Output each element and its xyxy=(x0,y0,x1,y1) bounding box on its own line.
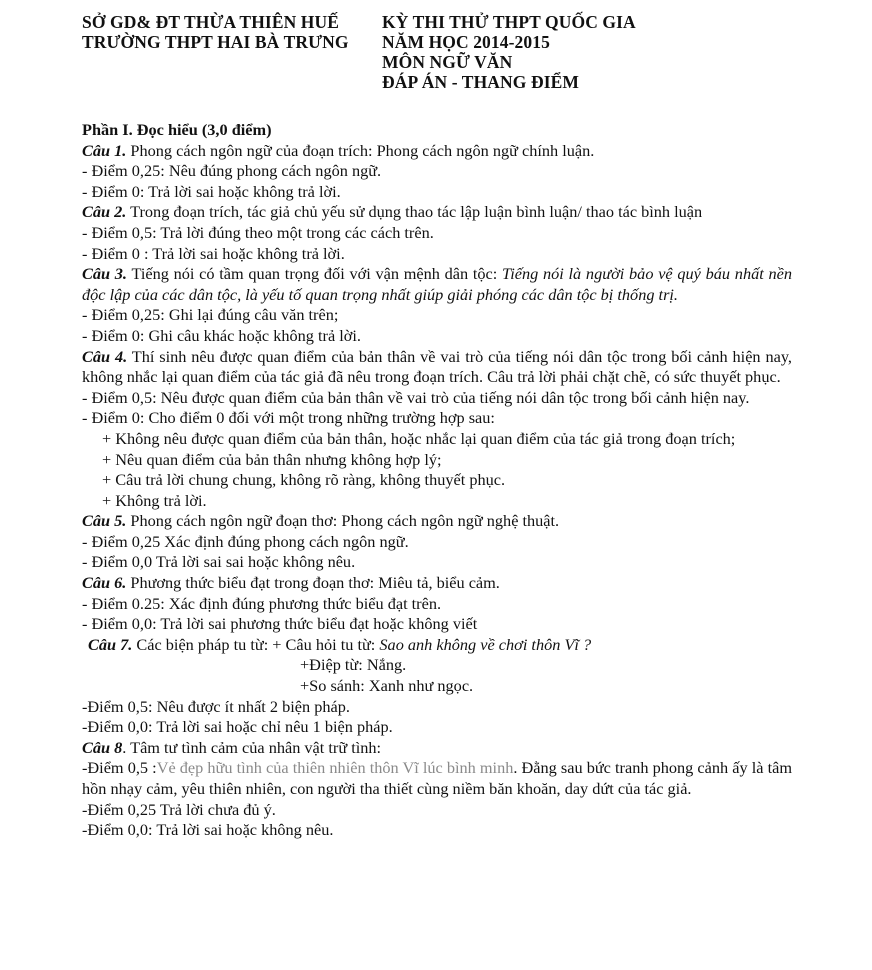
school-year: NĂM HỌC 2014-2015 xyxy=(382,32,550,52)
score-line: - Điểm 0,25: Ghi lại đúng câu văn trên; xyxy=(82,305,339,325)
question-text: Các biện pháp tu từ: + Câu hỏi tu từ: xyxy=(132,634,380,654)
quoted-line: Sao anh không về chơi thôn Vĩ ? xyxy=(379,634,592,654)
score-line: - Điểm 0.25: Xác định đúng phương thức biểu đạt trên. xyxy=(82,593,442,613)
quoted-sentence: Tiếng nói là người bảo vệ quý báu nhất nền độc lập của các dân tộc, là yếu tố quan trọng nhất giúp giải phóng các dân tộc bị thống trị. xyxy=(82,264,793,304)
score-line: - Điểm 0: Cho điểm 0 đối với một trong những trường hợp sau: xyxy=(82,408,495,428)
question-7 xyxy=(82,635,792,656)
question-text: Trong đoạn trích, tác giả chủ yếu sử dụng thao tác lập luận bình luận/ thao tác bình luận xyxy=(126,202,703,222)
score-line: - Điểm 0,25 Xác định đúng phong cách ngôn ngữ. xyxy=(82,531,409,551)
document-title: ĐÁP ÁN - THANG ĐIỂM xyxy=(382,72,579,92)
device-item: +Điệp từ: Nắng. xyxy=(300,655,407,675)
answer-content xyxy=(82,120,792,841)
score-line: -Điểm 0,5: Nêu được ít nhất 2 biện pháp. xyxy=(82,696,350,716)
question-6 xyxy=(82,573,792,594)
question-4 xyxy=(82,347,792,388)
question-label: Câu 4. xyxy=(82,346,128,366)
question-text: Phong cách ngôn ngữ của đoạn trích: Phong cách ngôn ngữ chính luận. xyxy=(126,140,595,160)
score-line-full: -Điểm 0,5 :Vẻ đẹp hữu tình của thiên nhiên thôn Vĩ lúc bình minh. Đằng sau bức tranh phong cảnh ấy là tâm hồn nhạy cảm, yêu thiên nhiên, con người tha thiết cùng niềm băn khoăn, day dứt của tác giả. xyxy=(82,758,792,798)
score-line: - Điểm 0,25: Nêu đúng phong cách ngôn ngữ. xyxy=(82,161,382,181)
zero-case: + Không nêu được quan điểm của bản thân, hoặc nhắc lại quan điểm của tác giả trong đoạn trích; xyxy=(102,428,736,448)
exam-name: KỲ THI THỬ THPT QUỐC GIA xyxy=(382,12,636,32)
question-label: Câu 5. xyxy=(82,511,127,531)
question-1 xyxy=(82,141,792,162)
score-line: - Điểm 0,0: Trả lời sai phương thức biểu đạt hoặc không viết xyxy=(82,614,478,634)
question-label: Câu 1. xyxy=(82,140,127,160)
zero-case: + Câu trả lời chung chung, không rõ ràng, không thuyết phục. xyxy=(102,470,506,490)
issuer-block xyxy=(82,12,349,52)
score-line: - Điểm 0 : Trả lời sai hoặc không trả lời. xyxy=(82,243,345,263)
question-text: Phong cách ngôn ngữ đoạn thơ: Phong cách ngôn ngữ nghệ thuật. xyxy=(126,511,560,531)
question-text: . Tâm tư tình cảm của nhân vật trữ tình: xyxy=(122,737,382,757)
score-line: -Điểm 0,0: Trả lời sai hoặc chỉ nêu 1 biện pháp. xyxy=(82,717,393,737)
zero-case: + Nêu quan điểm của bản thân nhưng không hợp lý; xyxy=(102,449,442,469)
question-label: Câu 3. xyxy=(82,264,128,284)
question-label: Câu 6. xyxy=(82,573,127,593)
highlighted-answer: Vẻ đẹp hữu tình của thiên nhiên thôn Vĩ lúc bình minh xyxy=(156,758,514,778)
score-line: - Điểm 0: Trả lời sai hoặc không trả lời. xyxy=(82,181,341,201)
score-line: - Điểm 0,0 Trả lời sai sai hoặc không nêu. xyxy=(82,552,356,572)
device-item: +So sánh: Xanh như ngọc. xyxy=(300,676,474,696)
score-line: - Điểm 0,5: Nêu được quan điểm của bản thân về vai trò của tiếng nói dân tộc trong bối cảnh hiện nay. xyxy=(82,387,750,407)
question-label: Câu 8 xyxy=(82,737,123,757)
question-text: Thí sinh nêu được quan điểm của bản thân về vai trò của tiếng nói dân tộc trong bối cảnh hiện nay, không nhắc lại quan điểm của tác giả đã nêu trong đoạn trích. Câu trả lời phải chặt chẽ, có sức thuyết phục. xyxy=(82,346,792,387)
question-text: Tiếng nói có tầm quan trọng đối với vận mệnh dân tộc: xyxy=(127,264,503,284)
score-line: -Điểm 0,25 Trả lời chưa đủ ý. xyxy=(82,799,276,819)
question-2 xyxy=(82,202,792,223)
school-name: TRƯỜNG THPT HAI BÀ TRƯNG xyxy=(82,32,349,52)
question-text: Phương thức biểu đạt trong đoạn thơ: Miêu tả, biểu cảm. xyxy=(126,573,500,593)
score-line: - Điểm 0: Ghi câu khác hoặc không trả lời. xyxy=(82,325,361,345)
question-label: Câu 7. xyxy=(88,634,133,654)
question-5 xyxy=(82,511,792,532)
exam-title-block xyxy=(382,12,636,92)
question-3 xyxy=(82,264,792,305)
zero-case: + Không trả lời. xyxy=(102,490,207,510)
subject: MÔN NGỮ VĂN xyxy=(382,52,513,72)
department-name: SỞ GD& ĐT THỪA THIÊN HUẾ xyxy=(82,12,340,32)
score-line: -Điểm 0,0: Trả lời sai hoặc không nêu. xyxy=(82,820,334,840)
score-line: - Điểm 0,5: Trả lời đúng theo một trong các cách trên. xyxy=(82,222,434,242)
question-label: Câu 2. xyxy=(82,202,127,222)
section-title: Phần I. Đọc hiểu (3,0 điểm) xyxy=(82,120,272,139)
question-8 xyxy=(82,738,792,759)
